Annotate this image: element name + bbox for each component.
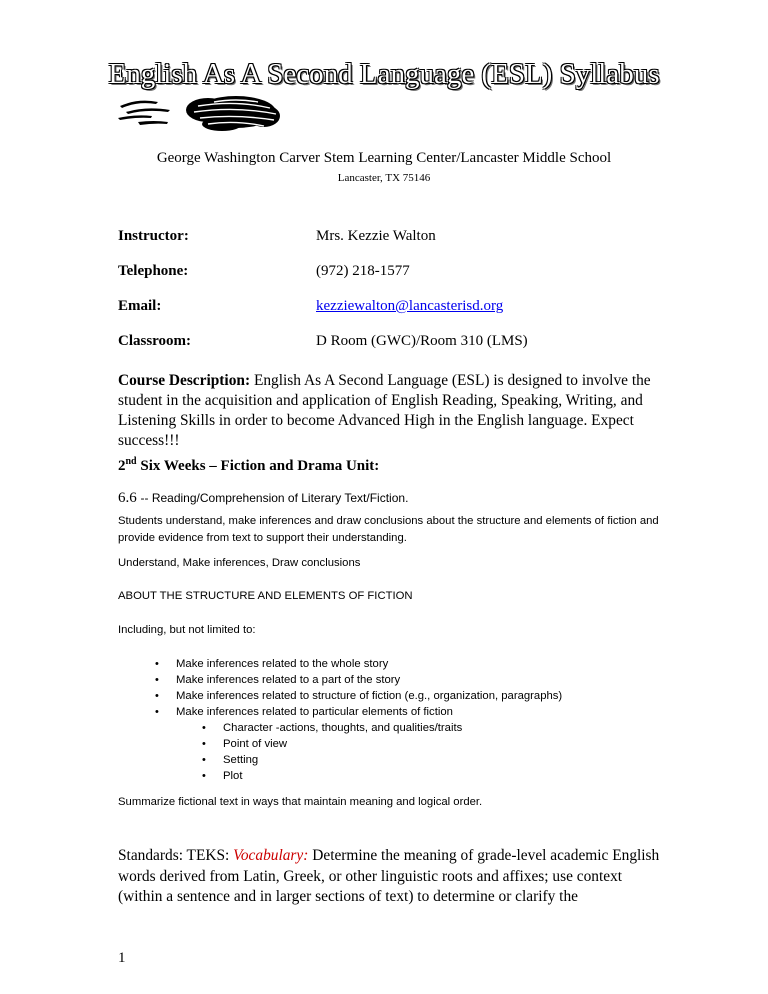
list-item: • Make inferences related to the whole story bbox=[176, 656, 562, 672]
list-item: • Make inferences related to structure of fiction (e.g., organization, paragraphs) bbox=[176, 688, 562, 704]
section-topic: ABOUT THE STRUCTURE AND ELEMENTS OF FICTION bbox=[118, 590, 413, 602]
section-heading bbox=[118, 490, 408, 507]
standards-text: Determine the meaning of grade-level academic English words derived from Latin, Greek, or other linguistic roots and affixes; use context (within a sentence and in larger sections of text) to determine or clarify the bbox=[118, 847, 660, 905]
classroom-label: Classroom: bbox=[118, 333, 192, 349]
section-skills: Understand, Make inferences, Draw conclusions bbox=[118, 557, 361, 569]
email-label: Email: bbox=[118, 298, 162, 314]
unit-ordinal-suffix: nd bbox=[125, 456, 137, 467]
course-description-text: English As A Second Language (ESL) is designed to involve the student in the acquisition and application of English Reading, Speaking, Writing, and Listening Skills in order to become Advanced High in the English language. Expect success!!! bbox=[118, 372, 651, 449]
email-link[interactable]: kezziewalton@lancasterisd.org bbox=[316, 298, 504, 314]
decorative-swash-logo bbox=[118, 92, 288, 134]
classroom-value: D Room (GWC)/Room 310 (LMS) bbox=[316, 333, 528, 349]
vocabulary-label: Vocabulary: bbox=[233, 847, 309, 864]
page-number: 1 bbox=[118, 950, 126, 966]
list-item: • Setting bbox=[223, 752, 462, 768]
telephone-value: (972) 218-1577 bbox=[316, 263, 410, 279]
summary-statement: Summarize fictional text in ways that maintain meaning and logical order. bbox=[118, 796, 483, 808]
list-item: • Point of view bbox=[223, 736, 462, 752]
list-item: • Plot bbox=[223, 768, 462, 784]
fiction-elements-list bbox=[223, 720, 462, 784]
course-description-label: Course Description: bbox=[118, 372, 251, 389]
section-including: Including, but not limited to: bbox=[118, 624, 256, 636]
list-item: • Make inferences related to particular elements of fiction bbox=[176, 704, 562, 720]
standards-paragraph bbox=[118, 846, 666, 908]
course-description bbox=[118, 371, 663, 451]
school-city: Lancaster, TX 75146 bbox=[337, 172, 431, 184]
section-number: 6.6 bbox=[118, 490, 137, 506]
list-item: • Character -actions, thoughts, and qualities/traits bbox=[223, 720, 462, 736]
list-item: • Make inferences related to a part of the story bbox=[176, 672, 562, 688]
section-intro: Students understand, make inferences and draw conclusions about the structure and elements of fiction and provide evidence from text to support their understanding. bbox=[118, 515, 659, 544]
instructor-value: Mrs. Kezzie Walton bbox=[316, 228, 436, 244]
unit-heading bbox=[118, 456, 379, 475]
inference-list bbox=[176, 656, 562, 720]
unit-ordinal: 2 bbox=[118, 458, 126, 474]
standards-prefix: Standards: TEKS: bbox=[118, 847, 230, 864]
school-name: George Washington Carver Stem Learning Center/Lancaster Middle School bbox=[156, 150, 612, 166]
telephone-label: Telephone: bbox=[118, 263, 189, 279]
section-title: -- Reading/Comprehension of Literary Text/Fiction. bbox=[140, 491, 409, 505]
document-title: English As A Second Language (ESL) Syllabus bbox=[108, 58, 660, 90]
instructor-label: Instructor: bbox=[118, 228, 189, 244]
unit-title: Six Weeks – Fiction and Drama Unit: bbox=[140, 458, 380, 474]
